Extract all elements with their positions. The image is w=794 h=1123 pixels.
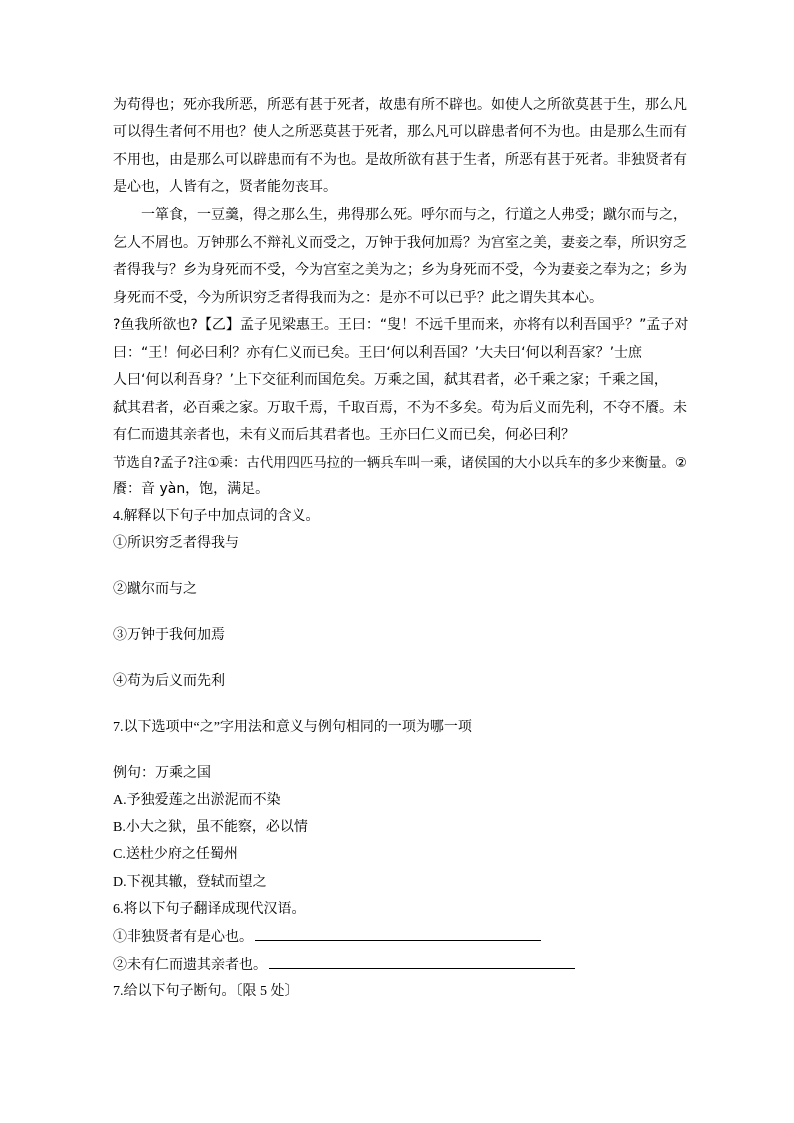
question-item: ②蹴尔而与之	[113, 582, 197, 597]
question-item: ③万钟于我何加焉	[113, 628, 225, 643]
source-note: 餍：音 yàn，饱，满足。	[113, 481, 270, 497]
passage-line: 可以得生者何不用也？使人之所恶莫甚于死者，那么凡可以辟患者何不为也。由是那么生而有	[113, 124, 687, 140]
passage-line: ?鱼我所欲也?【乙】孟子见梁惠王。王曰：“叟！不远千里而来，亦将有以利吾国乎？”孟子对	[113, 317, 689, 333]
passage-line: 人曰‘何以利吾身？’上下交征利而国危矣。万乘之国，弑其君者，必千乘之家；千乘之国，	[113, 372, 668, 388]
question-title: 7.给以下句子断句。〔限 5 处〕	[113, 984, 299, 999]
question-title: 6.将以下句子翻译成现代汉语。	[113, 902, 306, 917]
question-item: ④苟为后义而先利	[113, 674, 225, 689]
source-note: 节选自?孟子?注①乘：古代用四匹马拉的一辆兵车叫一乘，诸侯国的大小以兵车的多少来衡量。②	[113, 456, 687, 471]
example-sentence: 例句：万乘之国	[113, 766, 211, 781]
question-item: ①所识穷乏者得我与	[113, 536, 239, 551]
passage-line: 不用也，由是那么可以辟患而有不为也。是故所欲有甚于生者，所恶有甚于死者。非独贤者有	[113, 152, 687, 168]
passage-line: 一箪食，一豆羹，得之那么生，弗得那么死。呼尔而与之，行道之人弗受；蹴尔而与之，	[141, 207, 687, 223]
passage-line: 有仁而遗其亲者也，未有义而后其君者也。王亦曰仁义而已矣，何必曰利？	[113, 427, 575, 443]
passage-line: 弑其君者，必百乘之家。万取千焉，千取百焉，不为不多矣。苟为后义而先利，不夺不餍。未	[113, 400, 687, 416]
passage-line: 是心也，人皆有之，贤者能勿丧耳。	[113, 179, 337, 195]
passage-line: 曰：“王！何必曰利？亦有仁义而已矣。王曰‘何以利吾国？’大夫曰‘何以利吾家？’士庶	[113, 345, 643, 361]
passage-line: 者得我与？乡为身死而不受，今为宫室之美为之；乡为身死而不受，今为妻妾之奉为之；乡为	[113, 262, 687, 278]
translation-item	[113, 927, 693, 947]
translation-item	[113, 955, 693, 975]
option-a: A.予独爱莲之出淤泥而不染	[113, 793, 281, 808]
translation-sentence: ①非独贤者有是心也。	[113, 930, 253, 945]
answer-blank[interactable]	[255, 927, 541, 941]
passage-line: 身死而不受，今为所识穷乏者得我而为之：是亦不可以已乎？此之谓失其本心。	[113, 290, 603, 306]
passage-line: 为苟得也；死亦我所恶，所恶有甚于死者，故患有所不辟也。如使人之所欲莫甚于生，那么凡	[113, 97, 687, 113]
answer-blank[interactable]	[269, 955, 575, 969]
option-c: C.送杜少府之任蜀州	[113, 847, 238, 862]
question-title: 4.解释以下句子中加点词的含义。	[113, 509, 320, 524]
option-b: B.小大之狱，虽不能察，必以情	[113, 820, 308, 835]
passage-line: 乞人不屑也。万钟那么不辩礼义而受之，万钟于我何加焉？为宫室之美，妻妾之奉，所识穷乏	[113, 235, 687, 251]
question-title: 7.以下选项中“之”字用法和意义与例句相同的一项为哪一项	[113, 720, 472, 735]
option-d: D.下视其辙，登轼而望之	[113, 875, 267, 890]
translation-sentence: ②未有仁而遗其亲者也。	[113, 958, 267, 973]
